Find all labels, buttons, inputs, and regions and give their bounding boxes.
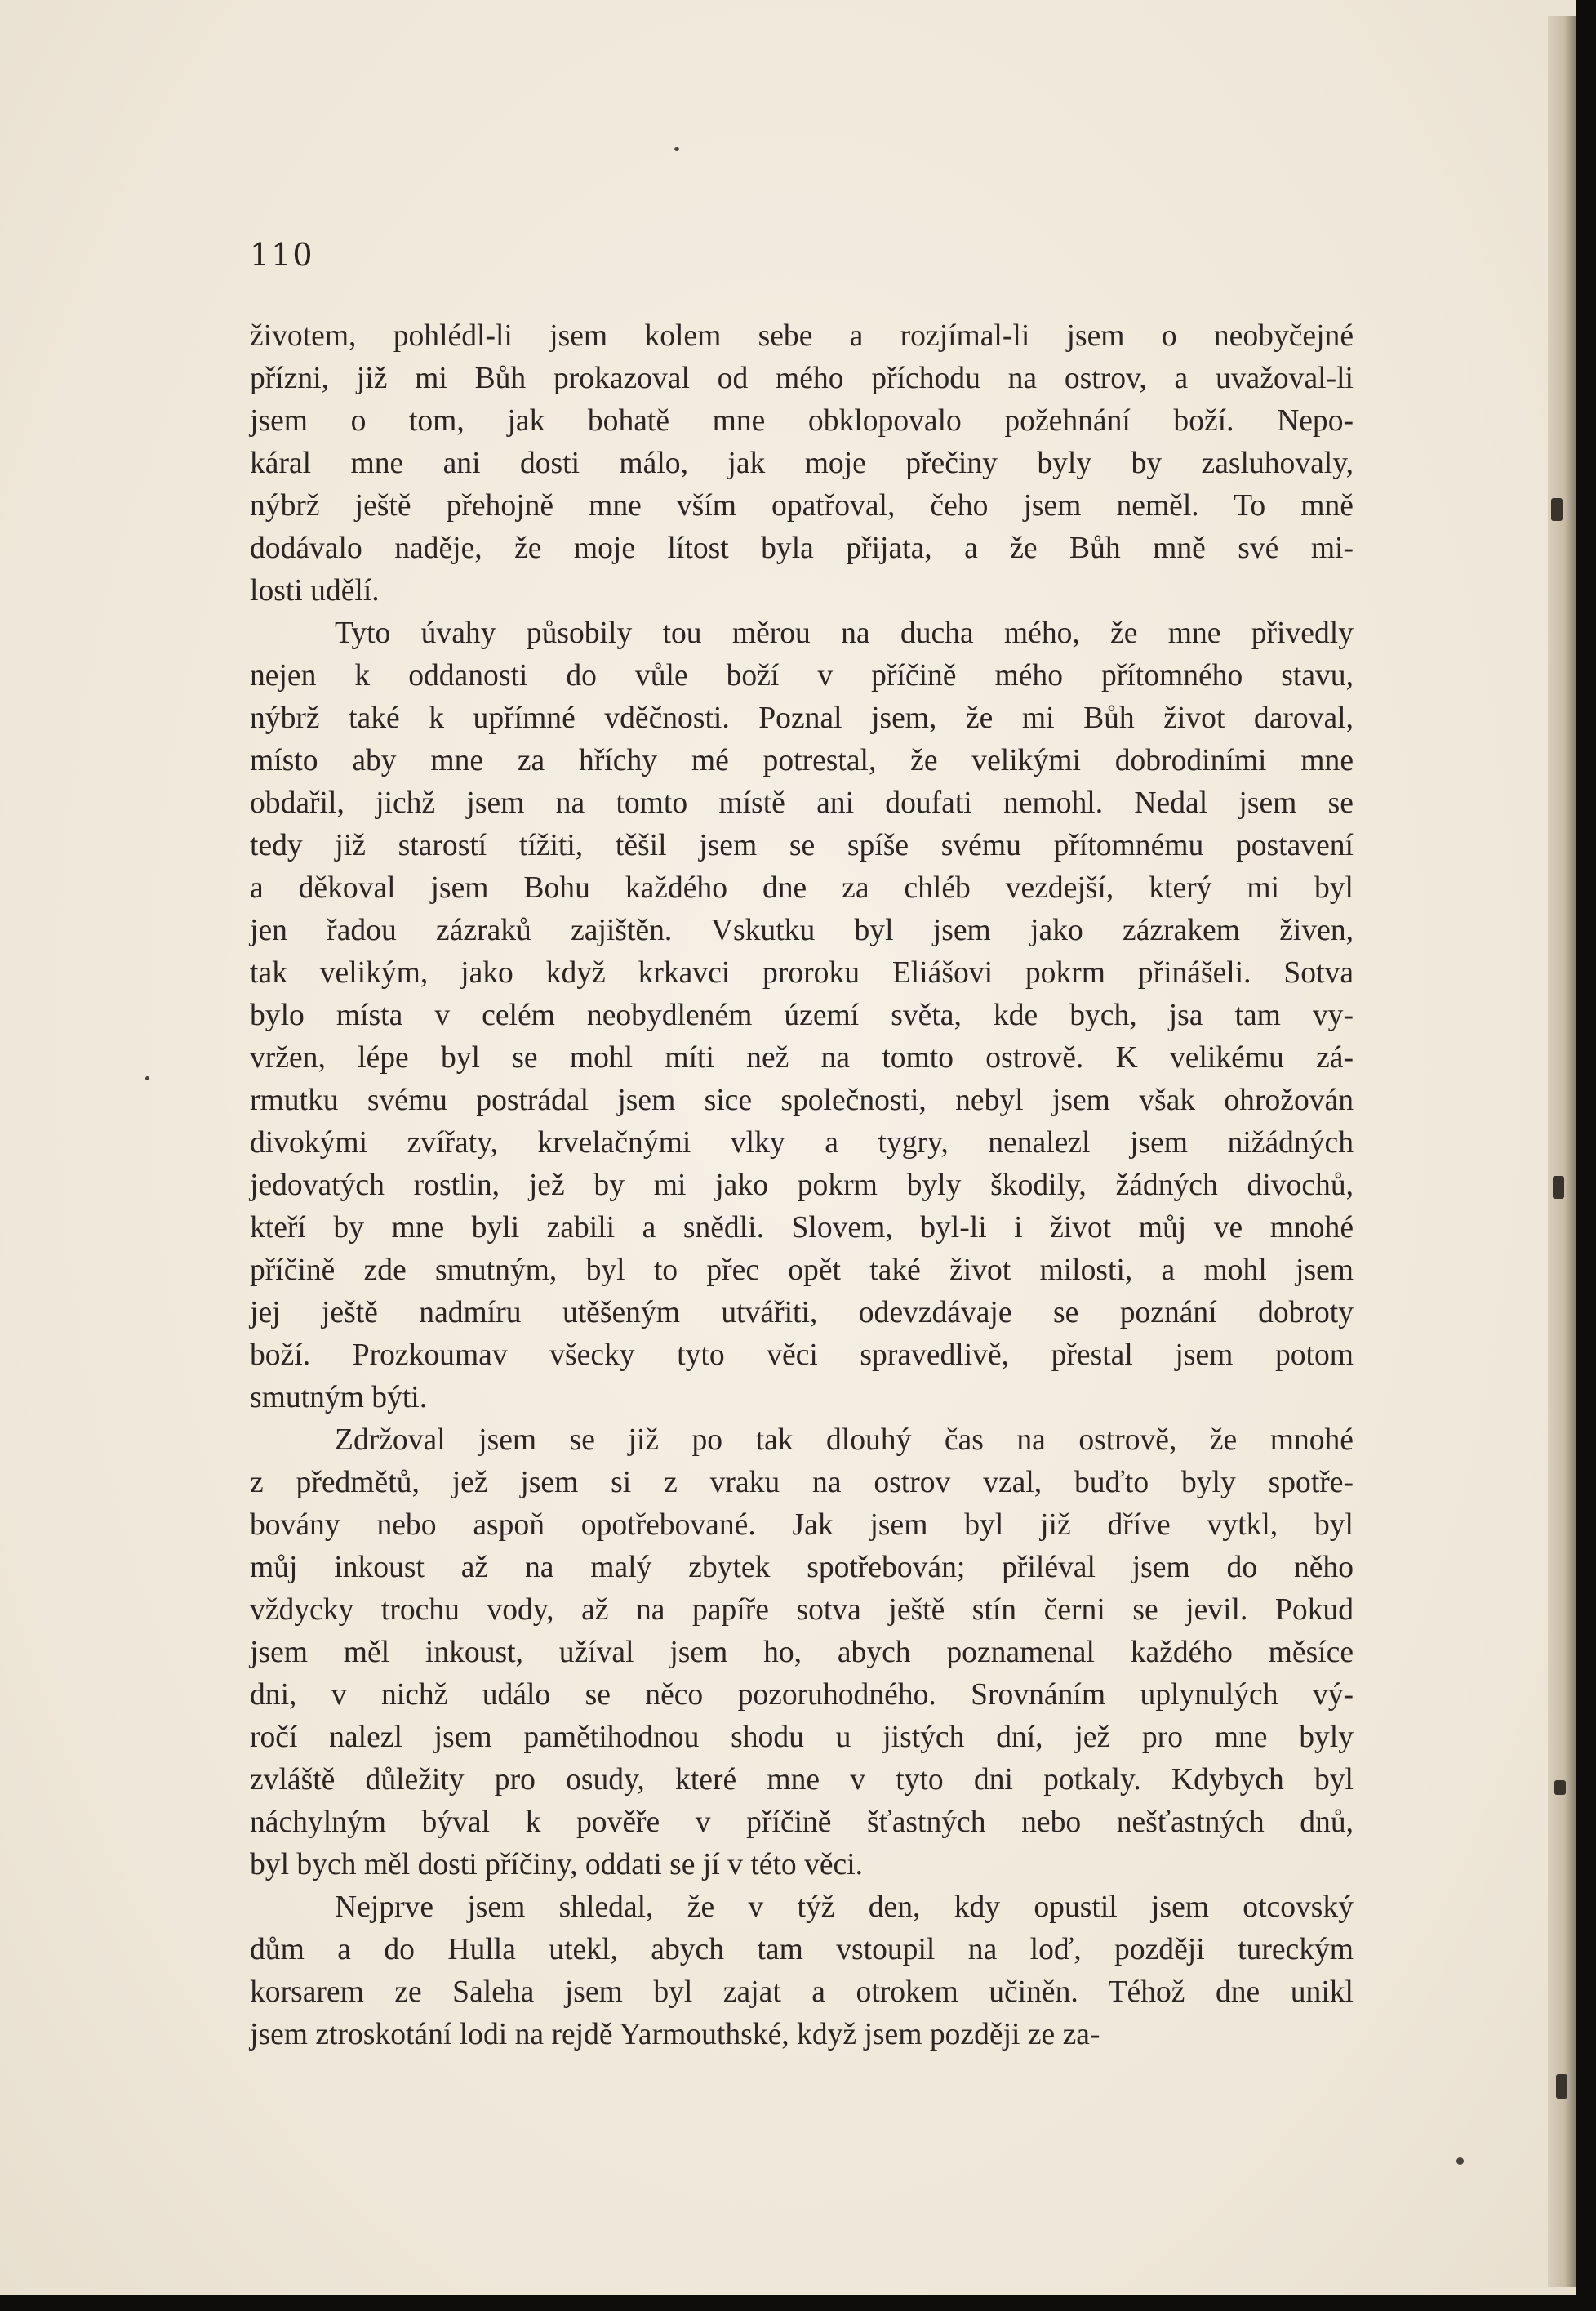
- text-line: obdařil, jichž jsem na tomto místě ani doufati nemohl. Nedal jsem se: [250, 786, 1354, 820]
- paragraph: [250, 1886, 1354, 2056]
- paragraph: [250, 1419, 1354, 1886]
- text-line: a děkoval jsem Bohu každého dne za chléb vezdejší, který mi byl: [250, 871, 1354, 905]
- paper-speck: [674, 147, 679, 151]
- text-line: Tyto úvahy působily tou měrou na ducha mého, že mne přivedly: [335, 617, 1354, 650]
- paragraph: [250, 612, 1354, 1419]
- text-line: kteří by mne byli zabili a snědli. Slovem, byl-li i život můj ve mnohé: [250, 1211, 1354, 1245]
- text-line: nejen k oddanosti do vůle boží v příčině mého přítomného stavu,: [250, 659, 1354, 692]
- page-edge: [1548, 16, 1576, 2287]
- text-line: jej ještě nadmíru utěšeným utvářiti, odevzdávaje se poznání dobroty: [250, 1296, 1354, 1329]
- text-line: životem, pohlédl-li jsem kolem sebe a rozjímal-li jsem o neobyčejné: [250, 319, 1354, 353]
- edge-speck: [1556, 2074, 1567, 2099]
- text-line: tedy již starostí tížiti, těšil jsem se spíše svému přítomnému postavení: [250, 829, 1354, 862]
- text-line: ročí nalezl jsem pamětihodnou shodu u jistých dní, jež pro mne byly: [250, 1721, 1354, 1754]
- text-line: Zdržoval jsem se již po tak dlouhý čas na ostrově, že mnohé: [335, 1423, 1354, 1457]
- text-line: náchylným býval k pověře v příčině šťastných nebo nešťastných dnů,: [250, 1806, 1354, 1839]
- text-line: tak velikým, jako když krkavci proroku Eliášovi pokrm přinášeli. Sotva: [250, 956, 1354, 990]
- text-line: přízni, již mi Bůh prokazoval od mého příchodu na ostrov, a uvažoval-li: [250, 362, 1354, 395]
- text-line: bylo místa v celém neobydleném území světa, kde bych, jsa tam vy-: [250, 999, 1354, 1032]
- text-line: nýbrž ještě přehojně mne vším opatřoval, čeho jsem neměl. To mně: [250, 489, 1354, 523]
- page-number: 110: [250, 237, 314, 273]
- text-line: z předmětů, jež jsem si z vraku na ostrov vzal, buďto byly spotře-: [250, 1466, 1354, 1499]
- text-line: jsem ztroskotání lodi na rejdě Yarmouthské, když jsem později ze za-: [250, 2018, 1100, 2051]
- text-line: jsem měl inkoust, užíval jsem ho, abych poznamenal každého měsíce: [250, 1636, 1354, 1669]
- text-line: místo aby mne za hříchy mé potrestal, že velikými dobrodiními mne: [250, 744, 1354, 777]
- paragraph: [250, 315, 1354, 612]
- text-line: můj inkoust až na malý zbytek spotřebován; přiléval jsem do něho: [250, 1551, 1354, 1584]
- text-line: jedovatých rostlin, jež by mi jako pokrm byly škodily, žádných divochů,: [250, 1169, 1354, 1202]
- edge-speck: [1554, 1780, 1566, 1795]
- paper-speck: [145, 1076, 149, 1080]
- text-line: losti udělí.: [250, 574, 380, 608]
- text-line: zvláště důležity pro osudy, které mne v tyto dni potkaly. Kdybych byl: [250, 1763, 1354, 1797]
- text-line: byl bych měl dosti příčiny, oddati se jí v této věci.: [250, 1848, 864, 1881]
- text-line: nýbrž také k upřímné vděčnosti. Poznal jsem, že mi Bůh život daroval,: [250, 701, 1354, 735]
- paper-speck: [1456, 2157, 1464, 2165]
- text-line: bovány nebo aspoň opotřebované. Jak jsem byl již dříve vytkl, byl: [250, 1508, 1354, 1542]
- text-line: jen řadou zázraků zajištěn. Vskutku byl jsem jako zázrakem živen,: [250, 914, 1354, 947]
- text-line: boží. Prozkoumav všecky tyto věci spravedlivě, přestal jsem potom: [250, 1338, 1354, 1372]
- text-line: vždycky trochu vody, až na papíře sotva ještě stín černi se jevil. Pokud: [250, 1593, 1354, 1627]
- text-line: divokými zvířaty, krvelačnými vlky a tygry, nenalezl jsem nižádných: [250, 1126, 1354, 1160]
- text-line: Nejprve jsem shledal, že v týž den, kdy opustil jsem otcovský: [335, 1890, 1354, 1924]
- edge-speck: [1553, 1176, 1564, 1199]
- text-line: dům a do Hulla utekl, abych tam vstoupil na loď, později tureckým: [250, 1933, 1354, 1966]
- body-text: [250, 315, 1354, 2056]
- text-line: káral mne ani dosti málo, jak moje přečiny byly by zasluhovaly,: [250, 447, 1354, 480]
- edge-speck: [1551, 498, 1563, 521]
- text-line: jsem o tom, jak bohatě mne obklopovalo požehnání boží. Nepo-: [250, 404, 1354, 438]
- text-line: rmutku svému postrádal jsem sice společnosti, nebyl jsem však ohrožován: [250, 1084, 1354, 1117]
- text-line: dni, v nichž událo se něco pozoruhodného. Srovnáním uplynulých vý-: [250, 1678, 1354, 1712]
- text-line: příčině zde smutným, byl to přec opět také život milosti, a mohl jsem: [250, 1253, 1354, 1287]
- text-line: vržen, lépe byl se mohl míti než na tomto ostrově. K velikému zá-: [250, 1041, 1354, 1075]
- text-line: dodávalo naděje, že moje lítost byla přijata, a že Bůh mně své mi-: [250, 532, 1354, 565]
- text-line: korsarem ze Saleha jsem byl zajat a otrokem učiněn. Téhož dne unikl: [250, 1975, 1354, 2009]
- text-line: smutným býti.: [250, 1381, 428, 1414]
